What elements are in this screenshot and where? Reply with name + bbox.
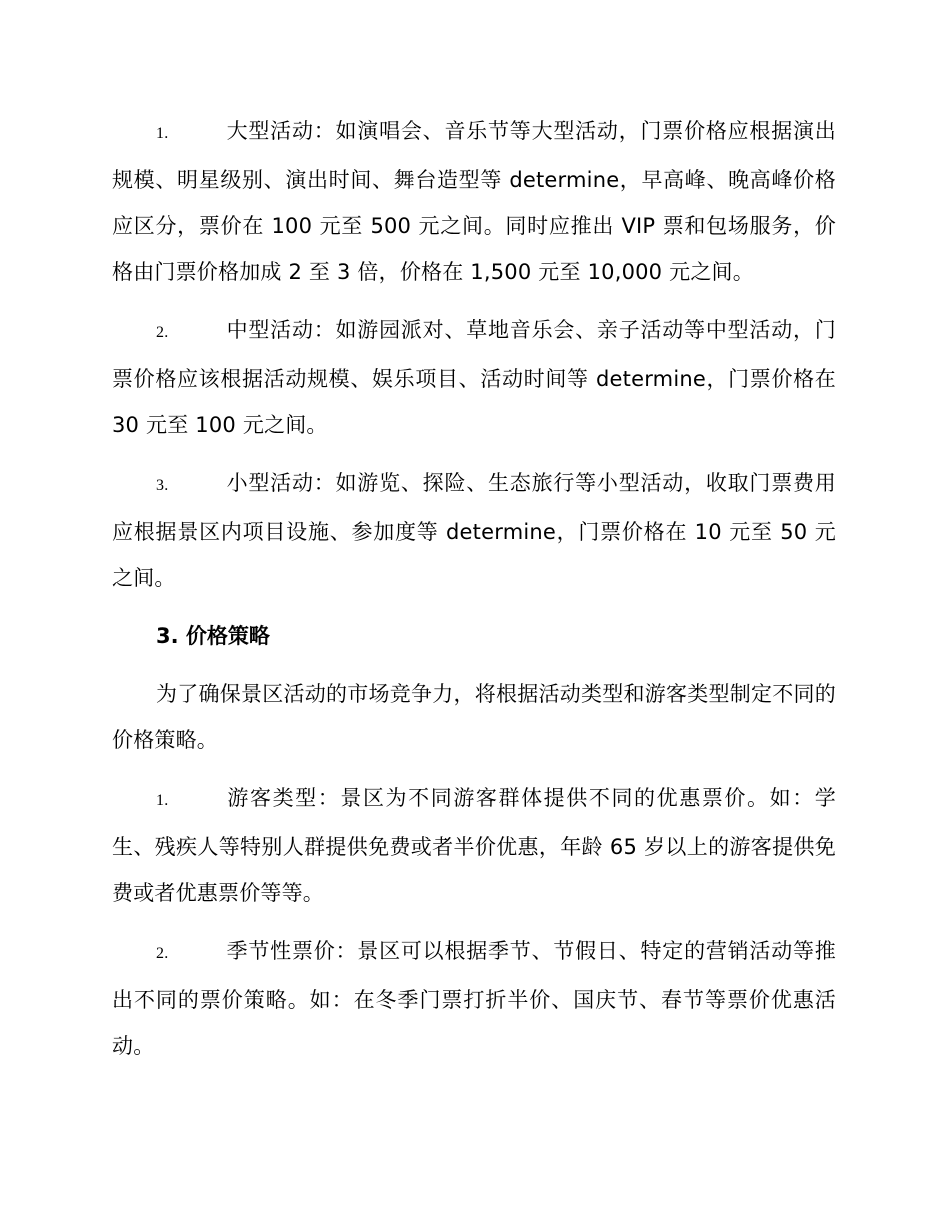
list-number: 2. — [156, 324, 169, 341]
list-number: 3. — [156, 477, 169, 494]
list-item-small-events — [112, 460, 836, 601]
section-heading: 3. 价格策略 — [156, 624, 270, 648]
list-item-medium-events — [112, 307, 836, 448]
list-item-seasonal-pricing — [112, 928, 836, 1069]
list-item-text: 大型活动：如演唱会、音乐节等大型活动，门票价格应根据演出规模、明星级别、演出时间、舞台造型等 determine，早高峰、晚高峰价格应区分，票价在 100 元至 500 元之间。同时应推出 VIP 票和包场服务，价格由门票价格加成 2 至 3 倍，价格在 1,500 元至 10,000 元之间。 — [112, 119, 836, 284]
list-number: 1. — [156, 125, 169, 142]
document-body — [112, 108, 836, 1081]
list-item-visitor-type — [112, 775, 836, 916]
list-item-text: 中型活动：如游园派对、草地音乐会、亲子活动等中型活动，门票价格应该根据活动规模、娱乐项目、活动时间等 determine，门票价格在 30 元至 100 元之间。 — [112, 318, 836, 437]
list-item-text: 小型活动：如游览、探险、生态旅行等小型活动，收取门票费用应根据景区内项目设施、参加度等 determine，门票价格在 10 元至 50 元之间。 — [112, 471, 836, 590]
list-number: 2. — [156, 945, 169, 962]
list-item-text: 游客类型：景区为不同游客群体提供不同的优惠票价。如：学生、残疾人等特别人群提供免费或者半价优惠，年龄 65 岁以上的游客提供免费或者优惠票价等等。 — [112, 786, 836, 905]
list-number: 1. — [156, 792, 169, 809]
list-item-text: 季节性票价：景区可以根据季节、节假日、特定的营销活动等推出不同的票价策略。如：在冬季门票打折半价、国庆节、春节等票价优惠活动。 — [112, 939, 836, 1058]
list-item-large-events — [112, 108, 836, 295]
section-intro: 为了确保景区活动的市场竞争力，将根据活动类型和游客类型制定不同的价格策略。 — [112, 682, 836, 752]
